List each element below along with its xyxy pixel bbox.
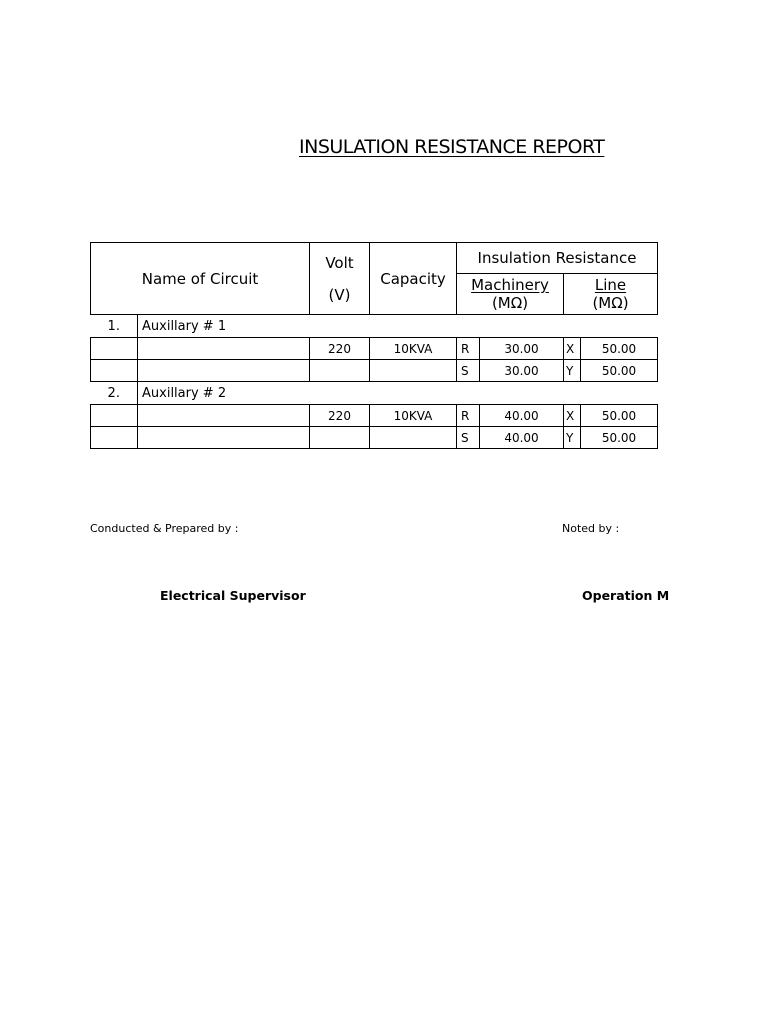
insulation-resistance-header: Insulation Resistance (457, 243, 658, 274)
phase-cell: R (457, 338, 480, 360)
machinery-unit: (MΩ) (491, 294, 529, 312)
circuit-name: Auxillary # 1 (138, 315, 310, 338)
table-row (91, 427, 658, 449)
circuit-number: 2. (107, 385, 120, 401)
volt-cell: 220 (310, 405, 370, 427)
machinery-label: Machinery (471, 276, 549, 294)
machinery-header (457, 274, 564, 315)
operation-manager-title: Operation M (582, 588, 670, 603)
capacity-header: Capacity (370, 243, 457, 315)
report-title: INSULATION RESISTANCE REPORT (299, 136, 605, 158)
capacity-cell (370, 427, 457, 449)
volt-label: Volt (325, 253, 354, 272)
circuit-title-row (91, 315, 658, 338)
volt-header (310, 243, 370, 315)
insulation-resistance-table (90, 242, 658, 449)
conducted-by-label: Conducted & Prepared by : (90, 522, 239, 535)
line-label: Line (594, 276, 627, 294)
line-header (564, 274, 658, 315)
line-value: 50.00 (581, 427, 658, 449)
capacity-cell (370, 360, 457, 382)
noted-by-label: Noted by : (562, 522, 620, 535)
name-of-circuit-header: Name of Circuit (91, 243, 310, 315)
volt-cell: 220 (310, 338, 370, 360)
line-unit: (MΩ) (592, 294, 629, 312)
volt-cell (310, 360, 370, 382)
table-row (91, 338, 658, 360)
circuit-number: 1. (107, 318, 120, 334)
electrical-supervisor-title: Electrical Supervisor (160, 588, 306, 603)
machinery-value: 30.00 (480, 338, 564, 360)
machinery-value: 40.00 (480, 427, 564, 449)
volt-unit: (V) (328, 285, 351, 304)
line-phase-cell: Y (564, 427, 581, 449)
table-row (91, 405, 658, 427)
table-row (91, 360, 658, 382)
line-phase-cell: X (564, 405, 581, 427)
line-value: 50.00 (581, 405, 658, 427)
header-row-1 (91, 243, 658, 274)
volt-cell (310, 427, 370, 449)
phase-cell: S (457, 360, 480, 382)
phase-cell: R (457, 405, 480, 427)
circuit-name: Auxillary # 2 (138, 382, 310, 405)
line-phase-cell: Y (564, 360, 581, 382)
phase-cell: S (457, 427, 480, 449)
line-value: 50.00 (581, 338, 658, 360)
machinery-value: 30.00 (480, 360, 564, 382)
capacity-cell: 10KVA (370, 338, 457, 360)
line-value: 50.00 (581, 360, 658, 382)
machinery-value: 40.00 (480, 405, 564, 427)
capacity-cell: 10KVA (370, 405, 457, 427)
line-phase-cell: X (564, 338, 581, 360)
circuit-title-row (91, 382, 658, 405)
